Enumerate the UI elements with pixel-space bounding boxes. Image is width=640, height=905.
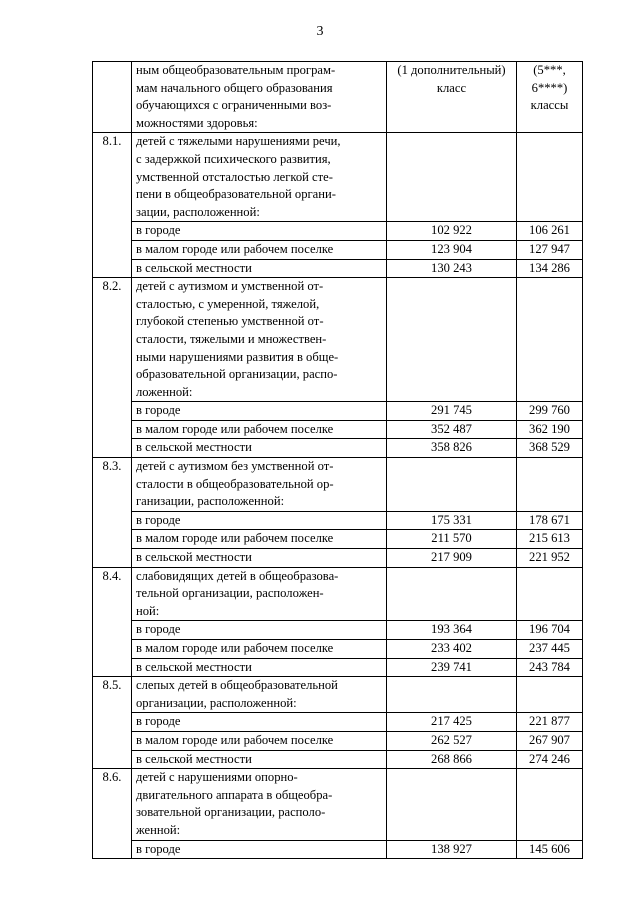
section-number: 8.5. [93, 677, 132, 769]
empty-cell [387, 567, 517, 621]
section-row [93, 677, 583, 713]
location-label: в городе [132, 402, 387, 421]
header-number-cell [93, 62, 132, 133]
value-1st-class: 211 570 [387, 530, 517, 549]
location-row [93, 402, 583, 421]
location-label: в городе [132, 621, 387, 640]
location-row [93, 549, 583, 568]
value-1st-class: 217 425 [387, 713, 517, 732]
location-label: в городе [132, 222, 387, 241]
value-5-6-classes: 362 190 [517, 420, 583, 439]
location-label: в сельской местности [132, 658, 387, 677]
location-row [93, 530, 583, 549]
location-row [93, 222, 583, 241]
value-1st-class: 193 364 [387, 621, 517, 640]
empty-cell [387, 458, 517, 512]
empty-cell [517, 133, 583, 222]
value-1st-class: 102 922 [387, 222, 517, 241]
section-number: 8.1. [93, 133, 132, 278]
section-description: слабовидящих детей в общеобразова- тельной организации, расположен- ной: [132, 567, 387, 621]
empty-cell [517, 458, 583, 512]
location-row [93, 840, 583, 859]
page-number: 3 [316, 24, 324, 39]
header-column-1st-class: (1 дополнительный) класс [387, 62, 517, 133]
section-description: детей с аутизмом без умственной от- сталости в общеобразовательной ор- ганизации, расположенной: [132, 458, 387, 512]
section-row [93, 769, 583, 840]
location-label: в городе [132, 840, 387, 859]
value-1st-class: 352 487 [387, 420, 517, 439]
value-5-6-classes: 106 261 [517, 222, 583, 241]
section-description: слепых детей в общеобразовательной организации, расположенной: [132, 677, 387, 713]
section-row [93, 458, 583, 512]
location-label: в городе [132, 511, 387, 530]
value-5-6-classes: 178 671 [517, 511, 583, 530]
empty-cell [387, 133, 517, 222]
header-description: ным общеобразовательным програм- мам начального общего образования обучающихся с ограниченными воз- можностями здоровья: [132, 62, 387, 133]
location-row [93, 731, 583, 750]
value-5-6-classes: 243 784 [517, 658, 583, 677]
empty-cell [387, 677, 517, 713]
value-1st-class: 123 904 [387, 240, 517, 259]
value-5-6-classes: 134 286 [517, 259, 583, 278]
value-1st-class: 291 745 [387, 402, 517, 421]
section-number: 8.3. [93, 458, 132, 568]
location-label: в сельской местности [132, 439, 387, 458]
section-description: детей с аутизмом и умственной от- сталостью, с умеренной, тяжелой, глубокой степенью умственной от- сталости, тяжелыми и множествен- ными нарушениями развития в обще- образовательной организации, распо- ложенной: [132, 278, 387, 402]
value-5-6-classes: 221 952 [517, 549, 583, 568]
value-1st-class: 233 402 [387, 640, 517, 659]
location-row [93, 713, 583, 732]
value-1st-class: 268 866 [387, 750, 517, 769]
section-row [93, 567, 583, 621]
value-1st-class: 262 527 [387, 731, 517, 750]
value-1st-class: 217 909 [387, 549, 517, 568]
value-1st-class: 130 243 [387, 259, 517, 278]
value-1st-class: 239 741 [387, 658, 517, 677]
value-1st-class: 175 331 [387, 511, 517, 530]
section-number: 8.4. [93, 567, 132, 677]
value-5-6-classes: 274 246 [517, 750, 583, 769]
empty-cell [387, 278, 517, 402]
funding-table [92, 61, 583, 859]
location-label: в малом городе или рабочем поселке [132, 731, 387, 750]
location-row [93, 640, 583, 659]
header-column-5-6-classes: (5***, 6****) классы [517, 62, 583, 133]
location-label: в городе [132, 713, 387, 732]
value-5-6-classes: 237 445 [517, 640, 583, 659]
empty-cell [517, 278, 583, 402]
location-row [93, 420, 583, 439]
location-row [93, 240, 583, 259]
location-row [93, 621, 583, 640]
section-row [93, 278, 583, 402]
section-number: 8.6. [93, 769, 132, 859]
location-row [93, 439, 583, 458]
value-5-6-classes: 196 704 [517, 621, 583, 640]
location-label: в сельской местности [132, 750, 387, 769]
empty-cell [517, 567, 583, 621]
location-row [93, 259, 583, 278]
section-description: детей с нарушениями опорно- двигательного аппарата в общеобра- зовательной организации, располо- женной: [132, 769, 387, 840]
location-label: в сельской местности [132, 259, 387, 278]
section-row [93, 133, 583, 222]
value-5-6-classes: 127 947 [517, 240, 583, 259]
value-5-6-classes: 368 529 [517, 439, 583, 458]
header-row [93, 62, 583, 133]
location-row [93, 750, 583, 769]
value-1st-class: 138 927 [387, 840, 517, 859]
empty-cell [517, 769, 583, 840]
empty-cell [387, 769, 517, 840]
location-label: в малом городе или рабочем поселке [132, 240, 387, 259]
location-label: в малом городе или рабочем поселке [132, 530, 387, 549]
section-number: 8.2. [93, 278, 132, 458]
value-1st-class: 358 826 [387, 439, 517, 458]
location-label: в малом городе или рабочем поселке [132, 640, 387, 659]
value-5-6-classes: 145 606 [517, 840, 583, 859]
section-description: детей с тяжелыми нарушениями речи, с задержкой психического развития, умственной отсталостью легкой сте- пени в общеобразовательной органи- зации, расположенной: [132, 133, 387, 222]
value-5-6-classes: 299 760 [517, 402, 583, 421]
value-5-6-classes: 215 613 [517, 530, 583, 549]
value-5-6-classes: 267 907 [517, 731, 583, 750]
location-label: в малом городе или рабочем поселке [132, 420, 387, 439]
value-5-6-classes: 221 877 [517, 713, 583, 732]
location-row [93, 511, 583, 530]
empty-cell [517, 677, 583, 713]
location-label: в сельской местности [132, 549, 387, 568]
location-row [93, 658, 583, 677]
